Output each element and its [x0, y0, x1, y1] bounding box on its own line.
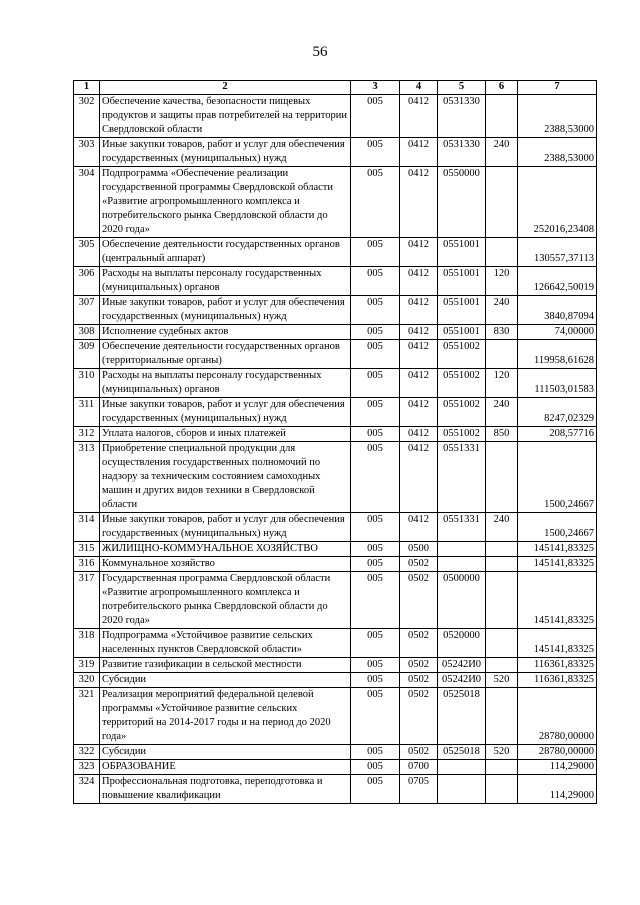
code-expense-type: 830 — [486, 325, 518, 340]
row-description: ЖИЛИЩНО-КОММУНАЛЬНОЕ ХОЗЯЙСТВО — [100, 542, 351, 557]
code-admin: 005 — [351, 775, 400, 804]
budget-table — [73, 80, 597, 804]
column-header: 4 — [400, 81, 438, 95]
code-expense-type — [486, 658, 518, 673]
row-description: Иные закупки товаров, работ и услуг для обеспечения государственных (муниципальных) нужд — [100, 138, 351, 167]
amount: 130557,37113 — [518, 238, 597, 267]
amount: 114,29000 — [518, 760, 597, 775]
row-number: 306 — [74, 267, 100, 296]
row-description: Реализация мероприятий федеральной целевой программы «Устойчивое развитие сельских территорий на 2014-2017 годы и на период до 2020 года» — [100, 688, 351, 745]
table-row — [74, 95, 597, 138]
amount: 74,00000 — [518, 325, 597, 340]
code-expense-type: 120 — [486, 369, 518, 398]
row-description: Расходы на выплаты персоналу государственных (муниципальных) органов — [100, 267, 351, 296]
code-expense-type — [486, 572, 518, 629]
amount: 208,57716 — [518, 427, 597, 442]
row-description: Иные закупки товаров, работ и услуг для обеспечения государственных (муниципальных) нужд — [100, 513, 351, 542]
code-target: 0551331 — [438, 442, 486, 513]
table-header-row — [74, 81, 597, 95]
code-admin: 005 — [351, 442, 400, 513]
table-row — [74, 513, 597, 542]
code-admin: 005 — [351, 542, 400, 557]
table-row — [74, 629, 597, 658]
amount: 145141,83325 — [518, 572, 597, 629]
code-section: 0412 — [400, 267, 438, 296]
code-target: 0551002 — [438, 369, 486, 398]
code-expense-type — [486, 760, 518, 775]
code-admin: 005 — [351, 427, 400, 442]
code-expense-type: 520 — [486, 745, 518, 760]
column-header: 3 — [351, 81, 400, 95]
row-number: 319 — [74, 658, 100, 673]
amount: 114,29000 — [518, 775, 597, 804]
code-admin: 005 — [351, 167, 400, 238]
table-row — [74, 369, 597, 398]
column-header: 1 — [74, 81, 100, 95]
code-expense-type: 240 — [486, 296, 518, 325]
code-target: 0551001 — [438, 267, 486, 296]
code-admin: 005 — [351, 688, 400, 745]
amount: 1500,24667 — [518, 513, 597, 542]
code-admin: 005 — [351, 572, 400, 629]
table-row — [74, 442, 597, 513]
code-expense-type: 120 — [486, 267, 518, 296]
amount: 145141,83325 — [518, 542, 597, 557]
amount: 1500,24667 — [518, 442, 597, 513]
code-target: 0525018 — [438, 688, 486, 745]
code-admin: 005 — [351, 398, 400, 427]
code-expense-type: 240 — [486, 398, 518, 427]
row-description: Уплата налогов, сборов и иных платежей — [100, 427, 351, 442]
code-section: 0412 — [400, 369, 438, 398]
code-section: 0502 — [400, 673, 438, 688]
table-row — [74, 167, 597, 238]
code-target: 0500000 — [438, 572, 486, 629]
code-expense-type: 240 — [486, 138, 518, 167]
row-number: 316 — [74, 557, 100, 572]
column-header: 5 — [438, 81, 486, 95]
code-section: 0502 — [400, 745, 438, 760]
table-row — [74, 760, 597, 775]
code-expense-type — [486, 775, 518, 804]
code-section: 0502 — [400, 658, 438, 673]
code-admin: 005 — [351, 658, 400, 673]
code-target: 0551002 — [438, 398, 486, 427]
code-section: 0412 — [400, 340, 438, 369]
table-row — [74, 557, 597, 572]
code-expense-type — [486, 167, 518, 238]
code-section: 0412 — [400, 238, 438, 267]
amount: 2388,53000 — [518, 138, 597, 167]
row-description: Иные закупки товаров, работ и услуг для обеспечения государственных (муниципальных) нужд — [100, 398, 351, 427]
table-row — [74, 138, 597, 167]
code-section: 0412 — [400, 95, 438, 138]
code-target: 0551001 — [438, 296, 486, 325]
row-description: Иные закупки товаров, работ и услуг для обеспечения государственных (муниципальных) нужд — [100, 296, 351, 325]
code-section: 0502 — [400, 688, 438, 745]
amount: 28780,00000 — [518, 688, 597, 745]
column-header: 2 — [100, 81, 351, 95]
code-admin: 005 — [351, 760, 400, 775]
row-number: 320 — [74, 673, 100, 688]
code-target: 0551001 — [438, 325, 486, 340]
code-expense-type: 520 — [486, 673, 518, 688]
code-target: 0551001 — [438, 238, 486, 267]
code-target: 0525018 — [438, 745, 486, 760]
row-description: Обеспечение качества, безопасности пищевых продуктов и защиты прав потребителей на территории Свердловской области — [100, 95, 351, 138]
row-number: 314 — [74, 513, 100, 542]
page-number: 56 — [312, 44, 328, 60]
row-description: Государственная программа Свердловской области «Развитие агропромышленного комплекса и потребительского рынка Свердловской области до 2020 года» — [100, 572, 351, 629]
row-description: Расходы на выплаты персоналу государственных (муниципальных) органов — [100, 369, 351, 398]
row-number: 312 — [74, 427, 100, 442]
row-description: Подпрограмма «Обеспечение реализации государственной программы Свердловской области «Развитие агропромышленного комплекса и потребительского рынка Свердловской области до 2020 года» — [100, 167, 351, 238]
row-number: 302 — [74, 95, 100, 138]
code-section: 0700 — [400, 760, 438, 775]
code-section: 0412 — [400, 442, 438, 513]
row-number: 315 — [74, 542, 100, 557]
code-target: 0550000 — [438, 167, 486, 238]
amount: 8247,02329 — [518, 398, 597, 427]
amount: 119958,61628 — [518, 340, 597, 369]
code-target — [438, 760, 486, 775]
table-row — [74, 267, 597, 296]
column-header: 6 — [486, 81, 518, 95]
code-target: 0531330 — [438, 138, 486, 167]
row-number: 311 — [74, 398, 100, 427]
code-target — [438, 557, 486, 572]
row-number: 310 — [74, 369, 100, 398]
row-description: Развитие газификации в сельской местности — [100, 658, 351, 673]
table-row — [74, 325, 597, 340]
code-admin: 005 — [351, 138, 400, 167]
code-admin: 005 — [351, 369, 400, 398]
code-expense-type — [486, 688, 518, 745]
code-section: 0705 — [400, 775, 438, 804]
row-number: 324 — [74, 775, 100, 804]
table-row — [74, 688, 597, 745]
table-row — [74, 673, 597, 688]
code-section: 0502 — [400, 629, 438, 658]
row-description: Обеспечение деятельности государственных органов (территориальные органы) — [100, 340, 351, 369]
row-description: Обеспечение деятельности государственных органов (центральный аппарат) — [100, 238, 351, 267]
code-section: 0412 — [400, 296, 438, 325]
amount: 116361,83325 — [518, 673, 597, 688]
code-admin: 005 — [351, 267, 400, 296]
code-section: 0502 — [400, 572, 438, 629]
table-row — [74, 775, 597, 804]
code-expense-type — [486, 95, 518, 138]
code-admin: 005 — [351, 557, 400, 572]
code-section: 0412 — [400, 513, 438, 542]
row-description: Профессиональная подготовка, переподготовка и повышение квалификации — [100, 775, 351, 804]
amount: 2388,53000 — [518, 95, 597, 138]
code-admin: 005 — [351, 238, 400, 267]
code-target: 0520000 — [438, 629, 486, 658]
code-target — [438, 542, 486, 557]
amount: 116361,83325 — [518, 658, 597, 673]
code-section: 0412 — [400, 325, 438, 340]
row-description: ОБРАЗОВАНИЕ — [100, 760, 351, 775]
row-description: Субсидии — [100, 745, 351, 760]
code-admin: 005 — [351, 745, 400, 760]
row-description: Исполнение судебных актов — [100, 325, 351, 340]
code-expense-type — [486, 542, 518, 557]
table-row — [74, 238, 597, 267]
code-section: 0500 — [400, 542, 438, 557]
code-target: 05242И0 — [438, 658, 486, 673]
table-row — [74, 745, 597, 760]
code-admin: 005 — [351, 95, 400, 138]
row-number: 323 — [74, 760, 100, 775]
amount: 3840,87094 — [518, 296, 597, 325]
code-section: 0502 — [400, 557, 438, 572]
column-header: 7 — [518, 81, 597, 95]
code-target: 0551331 — [438, 513, 486, 542]
code-section: 0412 — [400, 427, 438, 442]
row-number: 322 — [74, 745, 100, 760]
table-row — [74, 427, 597, 442]
row-number: 321 — [74, 688, 100, 745]
code-expense-type — [486, 340, 518, 369]
table-row — [74, 340, 597, 369]
amount: 111503,01583 — [518, 369, 597, 398]
row-number: 317 — [74, 572, 100, 629]
code-section: 0412 — [400, 167, 438, 238]
code-target: 0551002 — [438, 340, 486, 369]
code-expense-type — [486, 629, 518, 658]
row-description: Подпрограмма «Устойчивое развитие сельских населенных пунктов Свердловской области» — [100, 629, 351, 658]
amount: 28780,00000 — [518, 745, 597, 760]
code-expense-type — [486, 442, 518, 513]
code-admin: 005 — [351, 629, 400, 658]
code-expense-type: 850 — [486, 427, 518, 442]
code-section: 0412 — [400, 398, 438, 427]
row-number: 318 — [74, 629, 100, 658]
amount: 145141,83325 — [518, 629, 597, 658]
row-description: Приобретение специальной продукции для осуществления государственных полномочий по надзору за техническим состоянием самоходных машин и других видов техники в Свердловской области — [100, 442, 351, 513]
code-expense-type: 240 — [486, 513, 518, 542]
table-row — [74, 658, 597, 673]
row-number: 307 — [74, 296, 100, 325]
row-number: 309 — [74, 340, 100, 369]
row-number: 305 — [74, 238, 100, 267]
row-number: 308 — [74, 325, 100, 340]
code-target — [438, 775, 486, 804]
code-admin: 005 — [351, 325, 400, 340]
table-row — [74, 398, 597, 427]
row-number: 303 — [74, 138, 100, 167]
code-admin: 005 — [351, 340, 400, 369]
amount: 145141,83325 — [518, 557, 597, 572]
code-expense-type — [486, 557, 518, 572]
row-number: 313 — [74, 442, 100, 513]
code-admin: 005 — [351, 513, 400, 542]
row-description: Коммунальное хозяйство — [100, 557, 351, 572]
code-admin: 005 — [351, 296, 400, 325]
table-row — [74, 572, 597, 629]
code-admin: 005 — [351, 673, 400, 688]
table-row — [74, 542, 597, 557]
row-number: 304 — [74, 167, 100, 238]
amount: 252016,23408 — [518, 167, 597, 238]
row-description: Субсидии — [100, 673, 351, 688]
code-target: 0531330 — [438, 95, 486, 138]
code-expense-type — [486, 238, 518, 267]
amount: 126642,50019 — [518, 267, 597, 296]
code-target: 05242И0 — [438, 673, 486, 688]
table-row — [74, 296, 597, 325]
code-section: 0412 — [400, 138, 438, 167]
code-target: 0551002 — [438, 427, 486, 442]
